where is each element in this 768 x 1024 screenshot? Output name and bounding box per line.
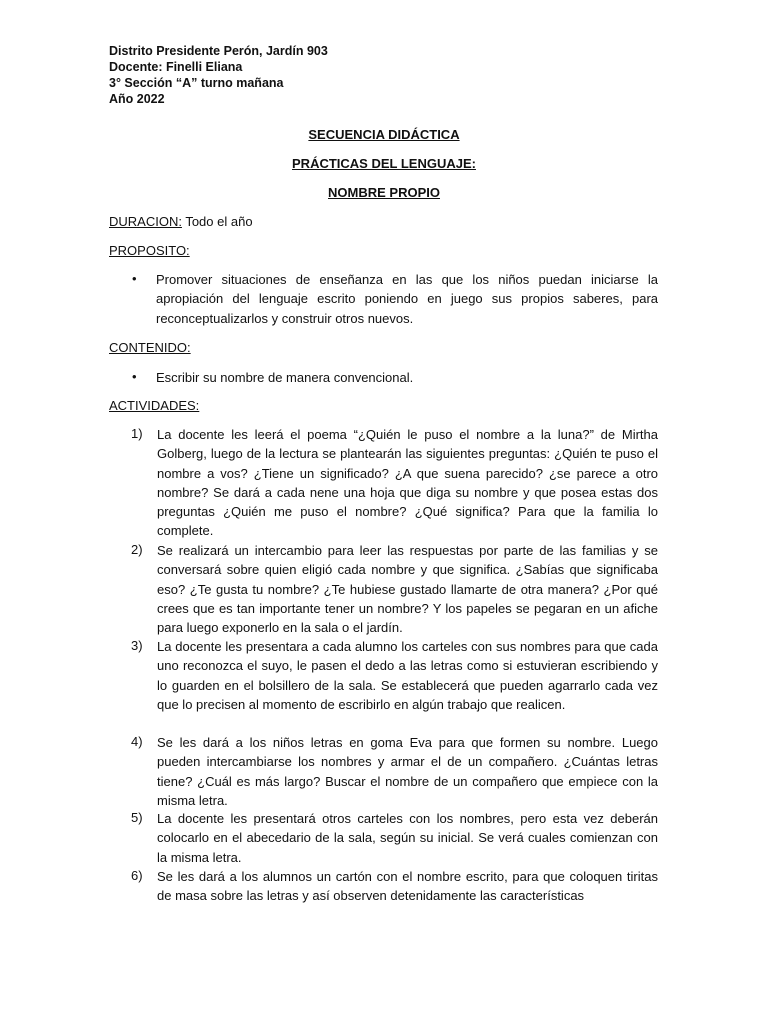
header-teacher: Docente: Finelli Eliana [109,60,243,74]
document-header [109,43,328,107]
header-section: 3° Sección “A” turno mañana [109,76,284,90]
duracion-value: Todo el año [181,214,253,229]
activity-number: 4) [131,734,143,749]
header-year: Año 2022 [109,92,165,106]
contenido-label: CONTENIDO: [109,340,191,355]
proposito-item: Promover situaciones de enseñanza en las que los niños puedan iniciarse la apropiación del lenguaje escrito poniendo en juego sus propios saberes, para reconceptualizarlos y construir otros nuevos. [156,272,658,326]
activity-text: Se realizará un intercambio para leer las respuestas por parte de las familias y se conversará sobre quien eligió cada nombre y que significa. ¿Sabías que significaba eso? ¿Te gusta tu nombre? ¿Te hubiese gustado llamarte de otra manera? ¿Por qué crees que es tan importante tener un nombre? Y los papeles se pegaran en un afiche para luego exponerlo en la sala o el jardín. [157,543,658,636]
title-secuencia: SECUENCIA DIDÁCTICA [308,127,460,142]
contenido-item: Escribir su nombre de manera convencional. [156,370,414,385]
activity-number: 3) [131,638,143,653]
activity-text: Se les dará a los niños letras en goma Eva para que formen su nombre. Luego pueden intercambiarse los nombres y armar el de un compañero. ¿Cuántas letras tiene? ¿Cuál es más largo? Buscar el nombre de un compañero que empiece con la misma letra. [157,735,658,808]
bullet-icon: • [132,369,137,384]
header-district: Distrito Presidente Perón, Jardín 903 [109,44,328,58]
activity-number: 6) [131,868,143,883]
duracion-line [109,214,253,229]
activity-number: 2) [131,542,143,557]
activity-text: La docente les presentara a cada alumno los carteles con sus nombres para que cada uno reconozca el suyo, le pasen el dedo a las letras como si estuvieran escribiendo y lo guarden en el bolsillero de la sala. Se establecerá que pueden agarrarlo cada vez que lo precisen al momento de escribirlo en algún trabajo que realicen. [157,639,658,712]
activity-text: La docente les presentará otros carteles con los nombres, pero esta vez deberán colocarlo en el abecedario de la sala, según su inicial. Se verá cuales comienzan con la misma letra. [157,811,658,865]
activity-number: 5) [131,810,143,825]
bullet-icon: • [132,271,137,286]
actividades-label: ACTIVIDADES: [109,398,200,413]
title-nombre-propio: NOMBRE PROPIO [328,185,440,200]
title-practicas: PRÁCTICAS DEL LENGUAJE: [292,156,476,171]
activity-text: Se les dará a los alumnos un cartón con el nombre escrito, para que coloquen tiritas de masa sobre las letras y así observen detenidamente las características [157,869,658,904]
activity-number: 1) [131,426,143,441]
duracion-label: DURACION: [109,214,182,229]
activity-text: La docente les leerá el poema “¿Quién le puso el nombre a la luna?” de Mirtha Golberg, luego de la lectura se plantearán las siguientes preguntas: ¿Quién te puso el nombre a vos? ¿Tiene un significado? ¿A que suena parecido? ¿se parece a otro nombre? Se dará a cada nene una hoja que diga su nombre y que posea estas dos preguntas ¿Quién me puso el nombre? ¿Qué significa? Para que la familia lo complete. [157,427,658,539]
proposito-label: PROPOSITO: [109,243,190,258]
